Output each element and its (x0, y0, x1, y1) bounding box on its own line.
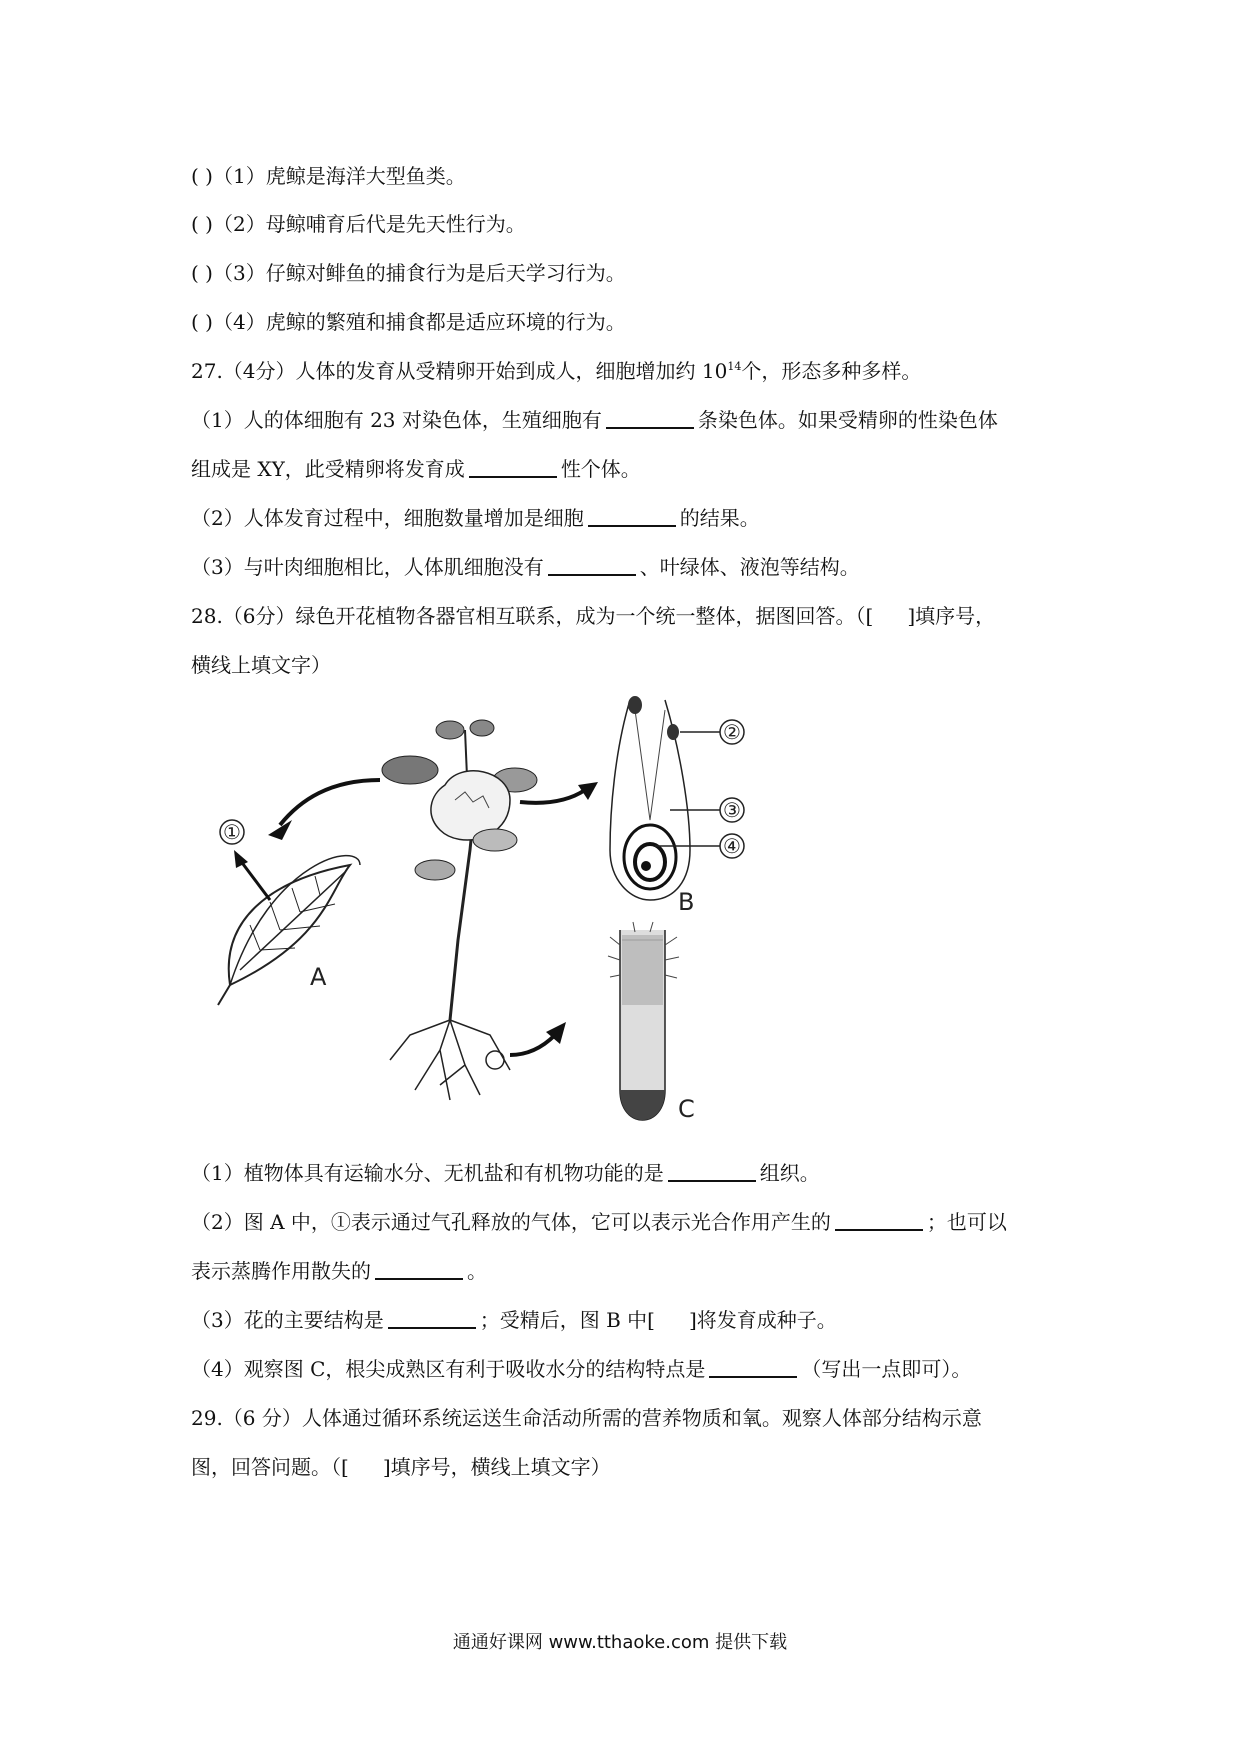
leaf-diagram (218, 850, 360, 1005)
answer-blank[interactable] (835, 1211, 923, 1231)
answer-blank[interactable] (606, 409, 694, 429)
q27-stem: 27.（4分）人体的发育从受精卵开始到成人，细胞增加约 $10^{14}$个，形态多种多样。 (191, 359, 922, 383)
label-a: A (310, 963, 327, 991)
root-tip-diagram (608, 922, 679, 1120)
page-footer: 通通好课网 www.tthaoke.com 提供下载 (452, 1632, 788, 1653)
q28-part3: （3）花的主要结构是 ；受精后，图 B 中[ ]将发育成种子。 (191, 1308, 837, 1332)
answer-blank[interactable] (375, 1260, 463, 1280)
q28-part2-cont: 表示蒸腾作用散失的 。 (191, 1259, 487, 1283)
label-num-2: ② (723, 720, 741, 744)
q28-stem: 28.（6分）绿色开花植物各器官相互联系，成为一个统一整体，据图回答。（[ ]填序号， (191, 604, 996, 628)
tf-item-3: ( )（3）仔鲸对鲱鱼的捕食行为是后天学习行为。 (191, 261, 626, 285)
tf-item-4: ( )（4）虎鲸的繁殖和捕食都是适应环境的行为。 (191, 310, 626, 334)
label-c: C (678, 1095, 695, 1123)
q27-part1-cont: 组成是 XY，此受精卵将发育成 性个体。 (191, 457, 641, 481)
q28-part1: （1）植物体具有运输水分、无机盐和有机物功能的是 组织。 (191, 1161, 820, 1185)
answer-blank[interactable] (709, 1358, 797, 1378)
tf-item-1: ( )（1）虎鲸是海洋大型鱼类。 (191, 164, 466, 188)
q27-part1: （1）人的体细胞有 23 对染色体，生殖细胞有 条染色体。如果受精卵的性染色体 (191, 408, 998, 432)
q28-stem-cont: 横线上填文字） (191, 653, 331, 677)
answer-blank[interactable] (388, 1309, 476, 1329)
answer-blank[interactable] (668, 1162, 756, 1182)
answer-blank[interactable] (588, 507, 676, 527)
answer-blank[interactable] (469, 458, 557, 478)
tf-item-2: ( )（2）母鲸哺育后代是先天性行为。 (191, 212, 526, 236)
label-num-3: ③ (723, 798, 741, 822)
plant-figure (210, 690, 830, 1140)
pistil-diagram (610, 696, 690, 900)
q28-part2: （2）图 A 中，①表示通过气孔释放的气体，它可以表示光合作用产生的 ；也可以 (191, 1210, 1007, 1234)
q28-part4: （4）观察图 C，根尖成熟区有利于吸收水分的结构特点是 （写出一点即可）。 (191, 1357, 972, 1381)
q27-part3: （3）与叶肉细胞相比，人体肌细胞没有 、叶绿体、液泡等结构。 (191, 555, 860, 579)
q29-stem-cont: 图，回答问题。（[ ]填序号，横线上填文字） (191, 1455, 611, 1479)
label-num-1: ① (223, 820, 241, 844)
label-b: B (678, 888, 695, 916)
plant-diagram (382, 720, 537, 1100)
q27-part2: （2）人体发育过程中，细胞数量增加是细胞 的结果。 (191, 506, 760, 530)
answer-blank[interactable] (548, 556, 636, 576)
q29-stem: 29.（6 分）人体通过循环系统运送生命活动所需的营养物质和氧。观察人体部分结构示意 (191, 1406, 982, 1430)
label-num-4: ④ (723, 834, 741, 858)
